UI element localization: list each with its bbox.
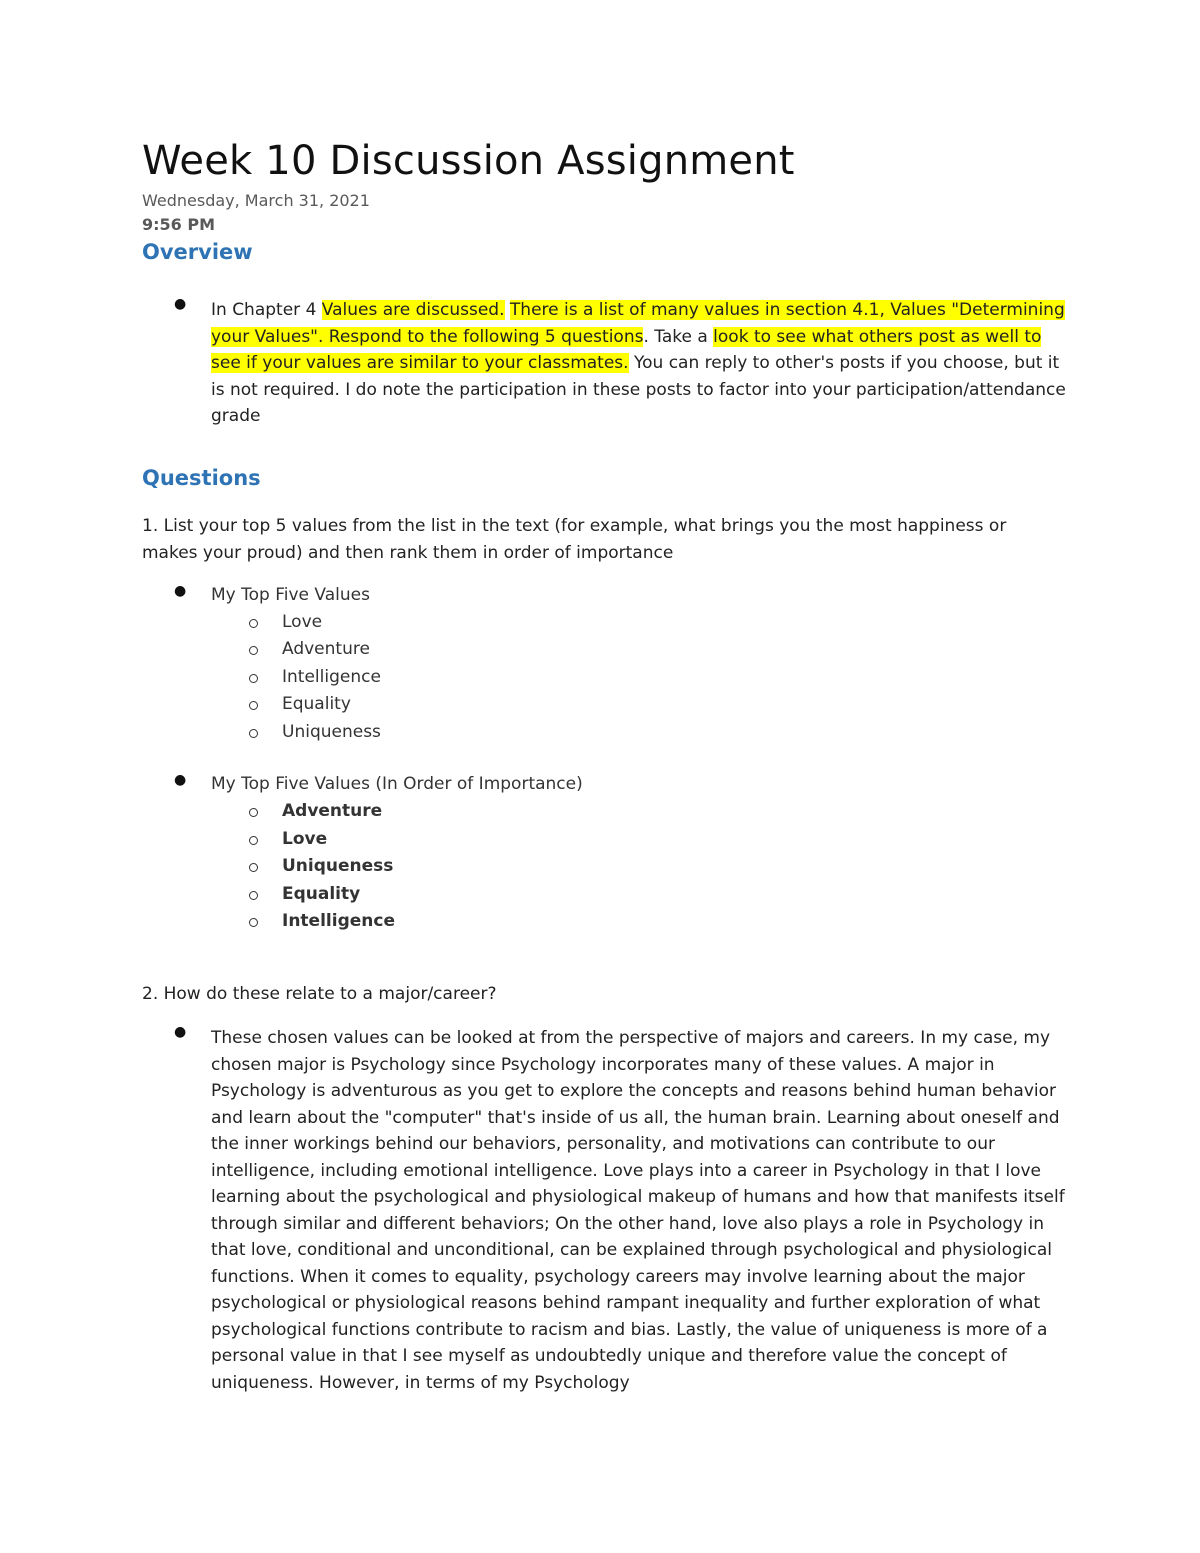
circle-bullet-icon: [249, 836, 258, 845]
page-title: Week 10 Discussion Assignment: [142, 138, 795, 184]
page-time: 9:56 PM: [142, 215, 216, 234]
list-1-item: Equality: [282, 694, 351, 714]
bullet-icon: ●: [174, 772, 187, 788]
list-2-label: My Top Five Values (In Order of Importance): [211, 774, 583, 794]
circle-bullet-icon: [249, 808, 258, 817]
overview-heading: Overview: [142, 240, 253, 264]
overview-text: In Chapter 4: [211, 300, 322, 320]
circle-bullet-icon: [249, 674, 258, 683]
circle-bullet-icon: [249, 863, 258, 872]
list-1-item: Uniqueness: [282, 722, 381, 742]
circle-bullet-icon: [249, 729, 258, 738]
highlighted-text: There is a list of many values in section 4.1, Values "Determining your Values". Respond to the following 5 questions: [211, 300, 1065, 347]
bullet-icon: ●: [174, 296, 187, 312]
list-1-item: Intelligence: [282, 667, 381, 687]
overview-text: . Take a: [643, 326, 714, 347]
list-2-item: Adventure: [282, 801, 383, 821]
overview-paragraph: [211, 297, 1066, 430]
highlighted-text: Values are discussed.: [321, 300, 505, 320]
circle-bullet-icon: [249, 891, 258, 900]
circle-bullet-icon: [249, 918, 258, 927]
highlighted-text: look to see what others post as well to see if your values are similar to your classmates.: [211, 326, 1042, 373]
list-1-item: Adventure: [282, 639, 370, 659]
list-2-item: Intelligence: [282, 911, 395, 931]
answer-2-paragraph: These chosen values can be looked at from the perspective of majors and careers. In my case, my chosen major is Psychology since Psychology incorporates many of these values. A major in Psychology is adventurous as you get to explore the concepts and reasons behind human behavior and learn about the "computer" that's inside of us all, the human brain. Learning about oneself and the inner workings behind our behaviors, personality, and motivations can contribute to our intelligence, including emotional intelligence. Love plays into a career in Psychology in that I love learning about the psychological and physiological makeup of humans and how that manifests itself through similar and different behaviors; On the other hand, love also plays a role in Psychology in that love, conditional and unconditional, can be explained through psychological and physiological functions. When it comes to equality, psychology careers may involve learning about the major psychological or physiological reasons behind rampant inequality and further exploration of what psychological functions contribute to racism and bias. Lastly, the value of uniqueness is more of a personal value in that I see myself as undoubtedly unique and therefore value the concept of uniqueness. However, in terms of my Psychology: [211, 1028, 1065, 1393]
list-1-item: Love: [282, 612, 323, 632]
bullet-icon: ●: [174, 1024, 187, 1040]
page-date: Wednesday, March 31, 2021: [142, 191, 370, 210]
list-2-item: Love: [282, 829, 328, 849]
question-1: 1. List your top 5 values from the list in the text (for example, what brings you the most happiness or makes your proud) and then rank them in order of importance: [142, 516, 1007, 563]
list-1-label: My Top Five Values: [211, 585, 370, 605]
circle-bullet-icon: [249, 701, 258, 710]
circle-bullet-icon: [249, 619, 258, 628]
list-2-item: Equality: [282, 884, 361, 904]
list-2-item: Uniqueness: [282, 856, 394, 876]
bullet-icon: ●: [174, 583, 187, 599]
overview-text: You can reply to other's posts if you choose, but it is not required. I do note the participation in these posts to factor into your participation/attendance grade: [211, 353, 1066, 426]
question-2: 2. How do these relate to a major/career?: [142, 984, 497, 1004]
questions-heading: Questions: [142, 466, 261, 490]
circle-bullet-icon: [249, 646, 258, 655]
